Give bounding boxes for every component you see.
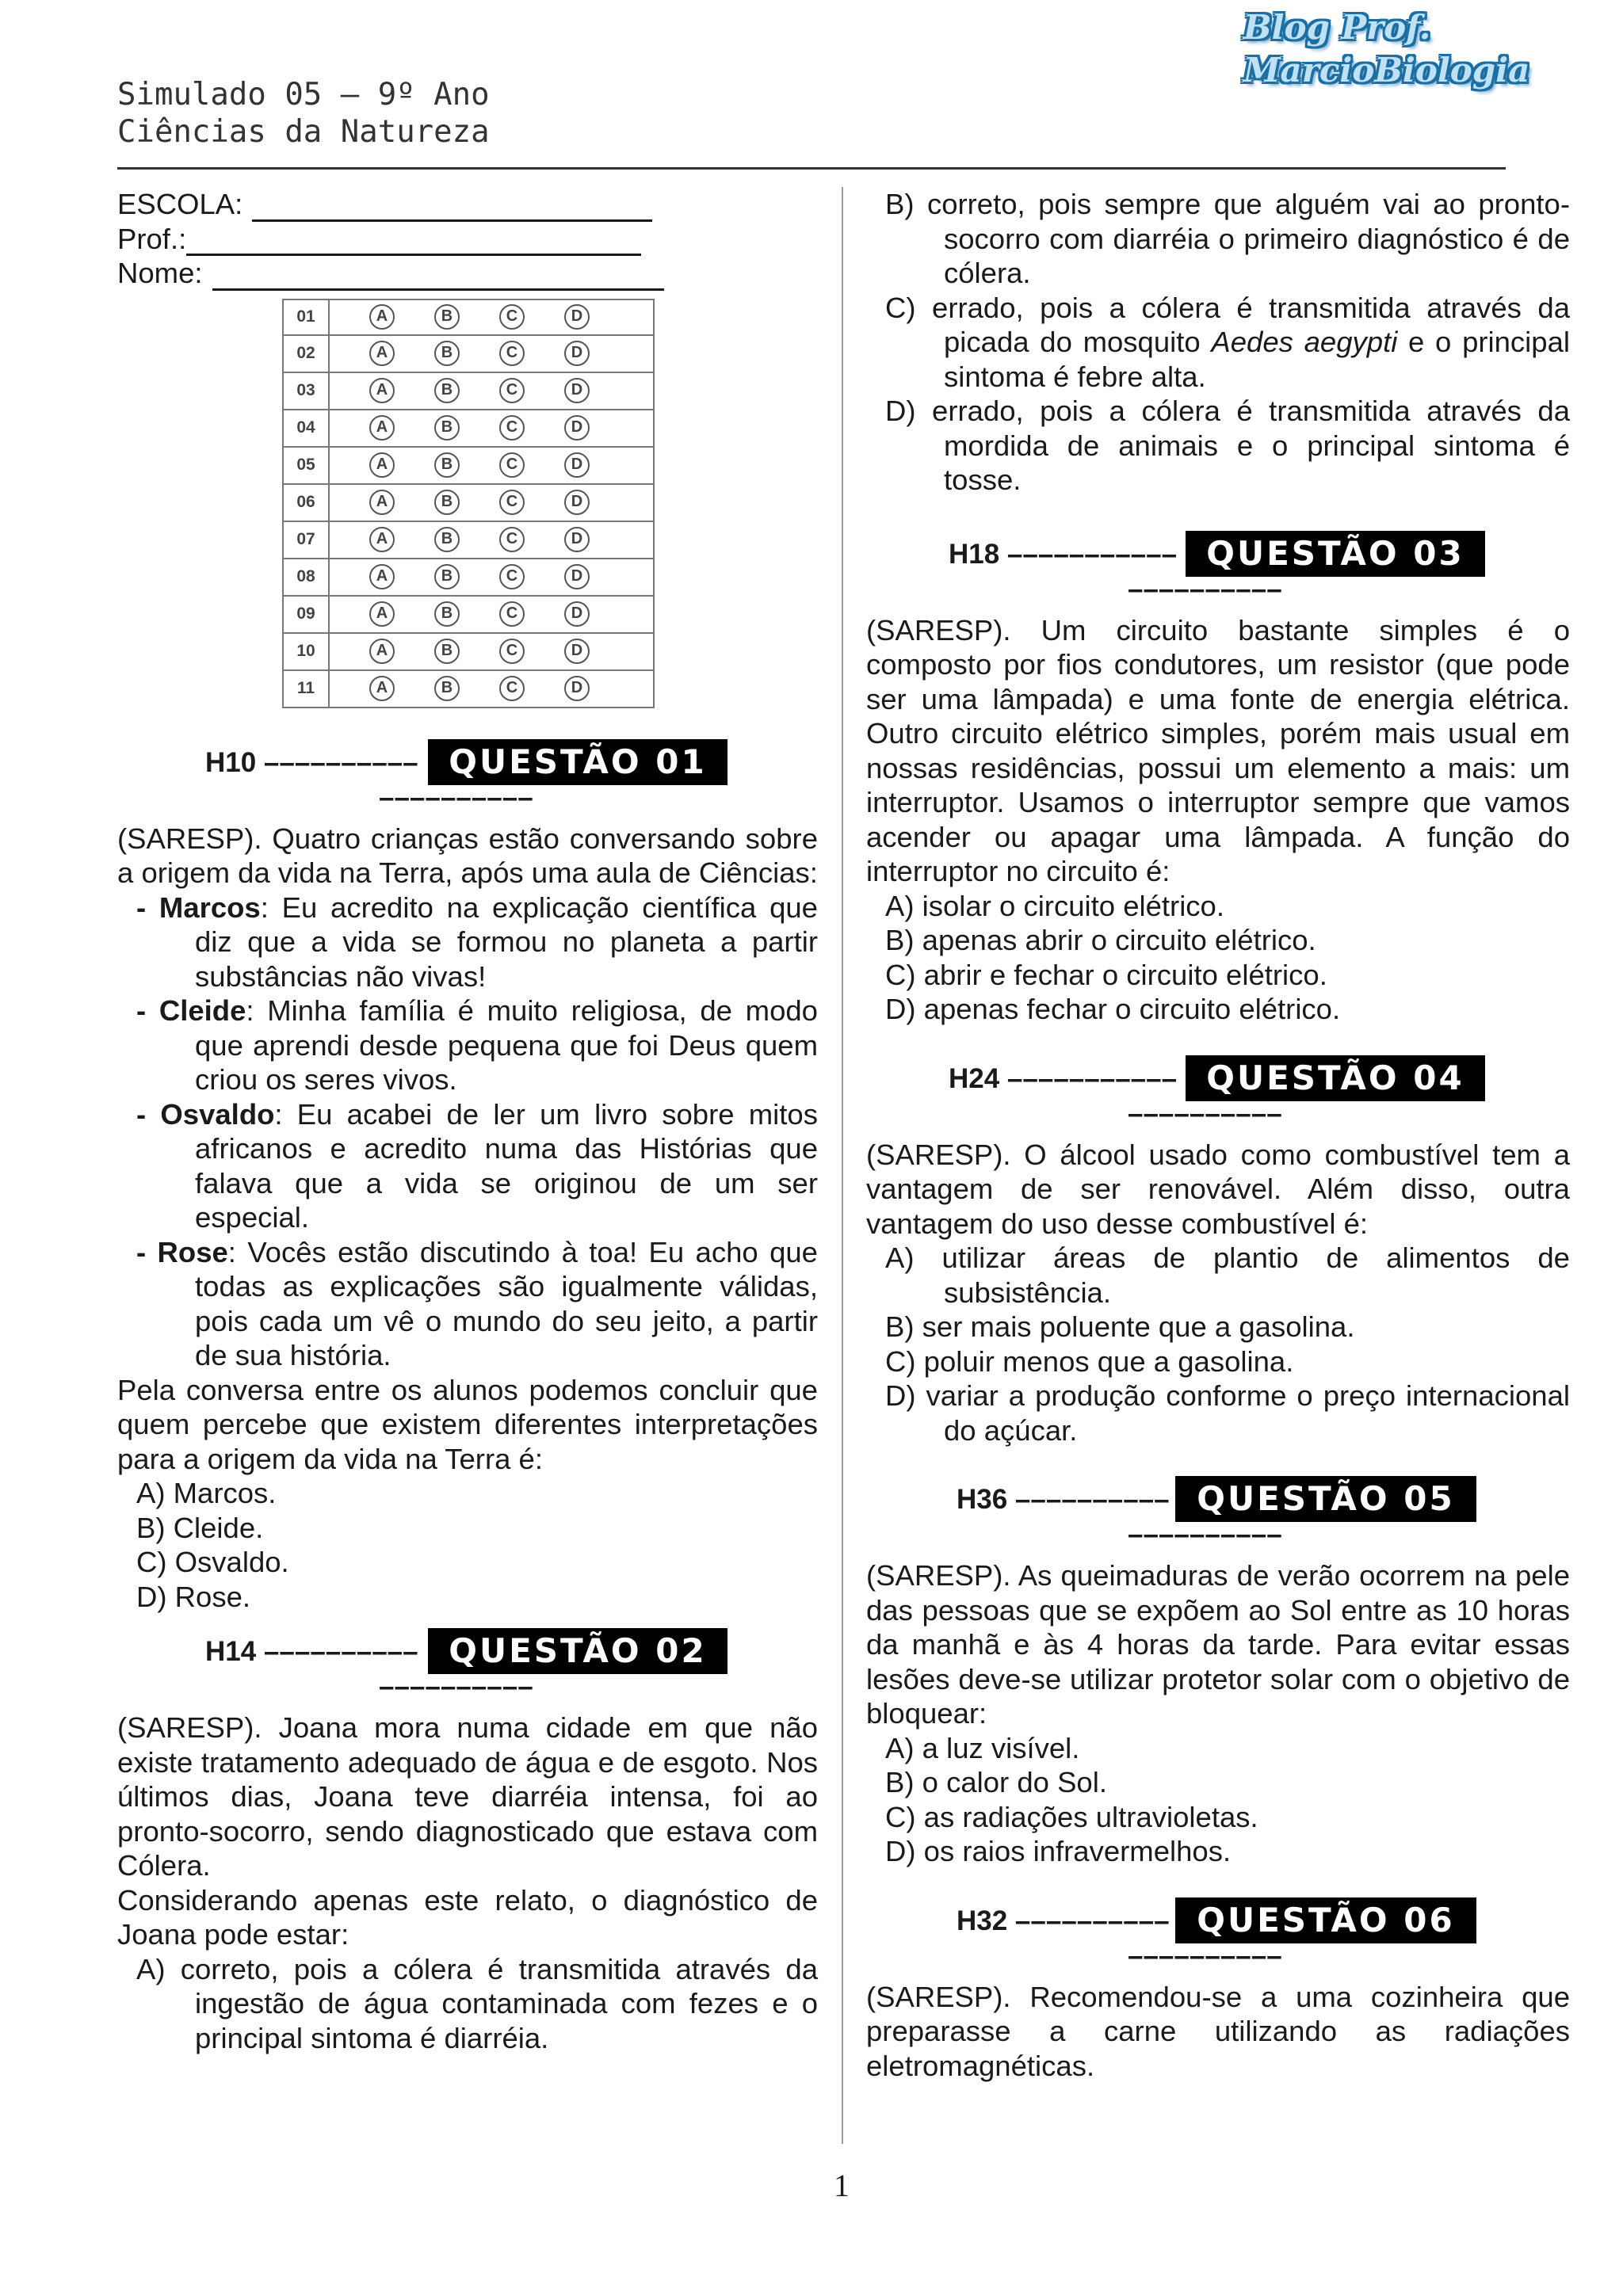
answer-bubble-a[interactable]: A: [369, 639, 395, 664]
header-divider: [117, 167, 1506, 170]
header-subject: Ciências da Natureza: [117, 114, 490, 150]
answer-bubble-d[interactable]: D: [564, 676, 590, 701]
option-a[interactable]: A) a luz visível.: [885, 1731, 1080, 1764]
dash-tail: ––––––––––: [1128, 1939, 1282, 1971]
answer-bubble-a[interactable]: A: [369, 341, 395, 366]
answer-bubble-d[interactable]: D: [564, 527, 590, 552]
answer-row-number: 07: [284, 522, 330, 558]
question-02-header: [117, 1628, 818, 1711]
school-line[interactable]: [252, 195, 652, 222]
answer-row-number: 03: [284, 373, 330, 409]
question-03-intro: (SARESP). Um circuito bastante simples é o composto por fios condutores, um resistor (que pode ser uma lâmpada) e uma fonte de energia elétrica. Outro circuito elétrico simples, porém mais usual em nossas residências, possui um elemento a mais: um interruptor. Usamos o interruptor sempre que vamos acender ou apagar uma lâmpada. A função do interruptor no circuito é:: [866, 613, 1570, 887]
question-03-header: [866, 531, 1570, 613]
answer-row-number: 02: [284, 336, 330, 372]
option-b[interactable]: B) Cleide.: [136, 1511, 264, 1544]
skill-code: H32 ––––––––––: [957, 1905, 1170, 1936]
document-header: [117, 76, 490, 151]
answer-bubble-a[interactable]: A: [369, 527, 395, 552]
answer-bubble-c[interactable]: C: [499, 415, 525, 441]
answer-bubble-d[interactable]: D: [564, 601, 590, 627]
answer-bubble-a[interactable]: A: [369, 564, 395, 589]
answer-bubble-d[interactable]: D: [564, 415, 590, 441]
column-divider: [842, 187, 843, 2144]
answer-row: [282, 559, 655, 597]
option-c-text-end: e o principal sintoma é febre alta.: [944, 326, 1571, 393]
school-field[interactable]: [117, 187, 818, 222]
answer-bubble-c[interactable]: C: [499, 490, 525, 515]
option-c[interactable]: C) poluir menos que a gasolina.: [885, 1344, 1294, 1378]
answer-bubble-c[interactable]: C: [499, 601, 525, 627]
answer-row-number: 11: [284, 671, 330, 707]
question-title: QUESTÃO 02: [428, 1628, 727, 1674]
dash-tail: ––––––––––: [1128, 573, 1282, 605]
question-06-intro: (SARESP). Recomendou-se a uma cozinheira que preparasse a carne utilizando as radiações eletromagnéticas.: [866, 1980, 1570, 2082]
page-number: 1: [834, 2168, 850, 2203]
answer-bubble-d[interactable]: D: [564, 378, 590, 403]
answer-bubble-a[interactable]: A: [369, 490, 395, 515]
question-05-header: [866, 1476, 1570, 1558]
dash-tail: ––––––––––: [379, 1671, 533, 1702]
answer-bubble-a[interactable]: A: [369, 452, 395, 478]
school-label: ESCOLA:: [117, 188, 243, 220]
speech-osvaldo: [117, 1097, 818, 1235]
question-06-header: [866, 1897, 1570, 1980]
answer-bubble-b[interactable]: B: [434, 490, 460, 515]
answer-row: [282, 448, 655, 485]
name-line[interactable]: [212, 264, 664, 291]
species-name: Aedes aegypti: [1211, 326, 1398, 358]
answer-row-number: 05: [284, 448, 330, 483]
answer-bubble-a[interactable]: A: [369, 304, 395, 330]
answer-bubble-d[interactable]: D: [564, 452, 590, 478]
answer-row: [282, 336, 655, 373]
dash-tail: ––––––––––: [379, 781, 533, 813]
question-title: QUESTÃO 04: [1186, 1055, 1485, 1101]
speech-rose: [117, 1235, 818, 1373]
answer-row: [282, 597, 655, 634]
answer-bubble-a[interactable]: A: [369, 415, 395, 441]
option-d[interactable]: D) os raios infravermelhos.: [885, 1835, 1232, 1867]
option-a[interactable]: A) correto, pois a cólera é transmitida através da ingestão de água contaminada com fezes e o principal sintoma é diarréia.: [136, 1952, 818, 2054]
speaker-name: - Marcos: [136, 891, 261, 924]
question-02-prompt: Considerando apenas este relato, o diagnóstico de Joana pode estar:: [117, 1883, 818, 1951]
question-01-intro: (SARESP). Quatro crianças estão conversando sobre a origem da vida na Terra, após uma aula de Ciências:: [117, 822, 818, 889]
answer-bubble-b[interactable]: B: [434, 564, 460, 589]
answer-bubble-c[interactable]: C: [499, 304, 525, 330]
answer-bubble-c[interactable]: C: [499, 639, 525, 664]
answer-row: [282, 485, 655, 522]
question-01-prompt: Pela conversa entre os alunos podemos concluir que quem percebe que existem diferentes interpretações para a origem da vida na Terra é:: [117, 1373, 818, 1475]
question-05-intro: (SARESP). As queimaduras de verão ocorrem na pele das pessoas que se expõem ao Sol entre as 10 horas da manhã e às 4 horas da tarde. Para evitar essas lesões deve-se utilizar protetor solar com o objetivo de bloquear:: [866, 1559, 1570, 1730]
speaker-name: - Osvaldo: [136, 1097, 275, 1131]
answer-bubble-b[interactable]: B: [434, 676, 460, 701]
header-title: Simulado 05 – 9º Ano: [117, 77, 490, 113]
answer-row-number: 10: [284, 634, 330, 669]
answer-bubble-b[interactable]: B: [434, 527, 460, 552]
option-b[interactable]: B) ser mais poluente que a gasolina.: [885, 1310, 1355, 1343]
speech-text: : Eu acredito na explicação científica que diz que a vida se formou no planeta a partir substâncias não vivas!: [195, 891, 818, 993]
answer-row-number: 06: [284, 485, 330, 521]
option-b[interactable]: B) correto, pois sempre que alguém vai ao pronto-socorro com diarréia o primeiro diagnóstico é de cólera.: [885, 188, 1570, 289]
answer-bubble-b[interactable]: B: [434, 415, 460, 441]
answer-sheet: [282, 299, 655, 719]
speech-cleide: [117, 994, 818, 1097]
answer-bubble-b[interactable]: B: [434, 378, 460, 403]
answer-row-number: 04: [284, 410, 330, 446]
skill-code: H24 –––––––––––: [949, 1062, 1178, 1094]
question-title: QUESTÃO 06: [1175, 1897, 1476, 1943]
answer-row-number: 09: [284, 597, 330, 632]
dash-tail: ––––––––––: [1128, 1097, 1282, 1129]
speaker-name: - Rose: [136, 1235, 228, 1268]
answer-bubble-b[interactable]: B: [434, 639, 460, 664]
question-02-intro: (SARESP). Joana mora numa cidade em que não existe tratamento adequado de água e de esgoto. Nos últimos dias, Joana teve diarréia intensa, foi ao pronto-socorro, sendo diagnosticado que estava com Cólera.: [117, 1711, 818, 1882]
option-c[interactable]: C) as radiações ultravioletas.: [885, 1800, 1258, 1833]
left-column: [117, 187, 818, 2055]
option-c[interactable]: C) Osvaldo.: [136, 1546, 289, 1578]
answer-row: [282, 522, 655, 559]
skill-code: H14 ––––––––––: [205, 1636, 418, 1667]
answer-row: [282, 634, 655, 671]
answer-row-number: 01: [284, 300, 330, 334]
dash-tail: ––––––––––: [1128, 1519, 1282, 1550]
question-01-header: [117, 739, 818, 822]
blog-logo: [1240, 5, 1530, 108]
teacher-label: Prof.:: [117, 222, 187, 255]
option-b[interactable]: B) o calor do Sol.: [885, 1766, 1107, 1798]
option-d[interactable]: D) Rose.: [136, 1580, 251, 1613]
option-a[interactable]: A) Marcos.: [136, 1477, 277, 1509]
option-d[interactable]: D) apenas fechar o circuito elétrico.: [885, 993, 1341, 1025]
teacher-field[interactable]: [117, 222, 818, 257]
answer-bubble-c[interactable]: C: [499, 378, 525, 403]
speech-text: : Minha família é muito religiosa, de modo que aprendi desde pequena que foi Deus quem criou os seres vivos.: [195, 994, 818, 1096]
answer-bubble-c[interactable]: C: [499, 341, 525, 366]
question-title: QUESTÃO 03: [1186, 531, 1485, 577]
answer-bubble-d[interactable]: D: [564, 304, 590, 330]
teacher-line[interactable]: [186, 229, 641, 256]
question-title: QUESTÃO 05: [1175, 1476, 1476, 1522]
answer-bubble-c[interactable]: C: [499, 676, 525, 701]
name-field[interactable]: [117, 256, 818, 291]
answer-bubble-d[interactable]: D: [564, 564, 590, 589]
option-d[interactable]: D) variar a produção conforme o preço internacional do açúcar.: [885, 1379, 1570, 1447]
name-label: Nome:: [117, 257, 203, 289]
answer-bubble-c[interactable]: C: [499, 564, 525, 589]
logo-line-2: MarcioBiologia: [1243, 51, 1530, 90]
answer-bubble-c[interactable]: C: [499, 527, 525, 552]
answer-bubble-b[interactable]: B: [434, 341, 460, 366]
speaker-name: - Cleide: [136, 994, 246, 1027]
answer-row: [282, 299, 655, 336]
option-a[interactable]: A) isolar o circuito elétrico.: [885, 889, 1225, 922]
skill-code: H36 ––––––––––: [957, 1484, 1170, 1515]
answer-row-number: 08: [284, 559, 330, 595]
skill-code: H18 –––––––––––: [949, 538, 1178, 570]
speech-text: : Eu acabei de ler um livro sobre mitos africanos e acredito numa das Histórias que falava que a vida se originou de um ser especial.: [195, 1097, 818, 1234]
option-d[interactable]: D) errado, pois a cólera é transmitida através da mordida de animais e o principal sintoma é tosse.: [885, 395, 1570, 496]
logo-line-1: Blog Prof.: [1243, 8, 1431, 47]
answer-bubble-a[interactable]: A: [369, 676, 395, 701]
option-c[interactable]: [866, 291, 1570, 395]
answer-bubble-d[interactable]: D: [564, 490, 590, 515]
speech-marcos: [117, 891, 818, 994]
option-c-text: C) errado, pois a cólera é transmitida através da picada do mosquito: [885, 291, 1570, 358]
answer-bubble-a[interactable]: A: [369, 601, 395, 627]
question-title: QUESTÃO 01: [428, 739, 727, 785]
question-04-header: [866, 1055, 1570, 1138]
option-c[interactable]: C) abrir e fechar o circuito elétrico.: [885, 958, 1327, 991]
answer-bubble-b[interactable]: B: [434, 452, 460, 478]
answer-bubble-d[interactable]: D: [564, 639, 590, 664]
right-column: [866, 187, 1570, 2083]
answer-bubble-c[interactable]: C: [499, 452, 525, 478]
option-b[interactable]: B) apenas abrir o circuito elétrico.: [885, 924, 1316, 956]
answer-bubble-a[interactable]: A: [369, 378, 395, 403]
option-a[interactable]: A) utilizar áreas de plantio de alimentos de subsistência.: [885, 1241, 1570, 1309]
answer-bubble-b[interactable]: B: [434, 304, 460, 330]
answer-bubble-d[interactable]: D: [564, 341, 590, 366]
answer-bubble-b[interactable]: B: [434, 601, 460, 627]
answer-row: [282, 410, 655, 448]
skill-code: H10 ––––––––––: [205, 746, 418, 778]
answer-row: [282, 373, 655, 410]
speech-text: : Vocês estão discutindo à toa! Eu acho que todas as explicações são igualmente válidas, pois cada um vê o mundo do seu jeito, a partir de sua história.: [195, 1235, 818, 1371]
answer-row: [282, 671, 655, 708]
question-04-intro: (SARESP). O álcool usado como combustível tem a vantagem de ser renovável. Além disso, outra vantagem do uso desse combustível é:: [866, 1138, 1570, 1240]
